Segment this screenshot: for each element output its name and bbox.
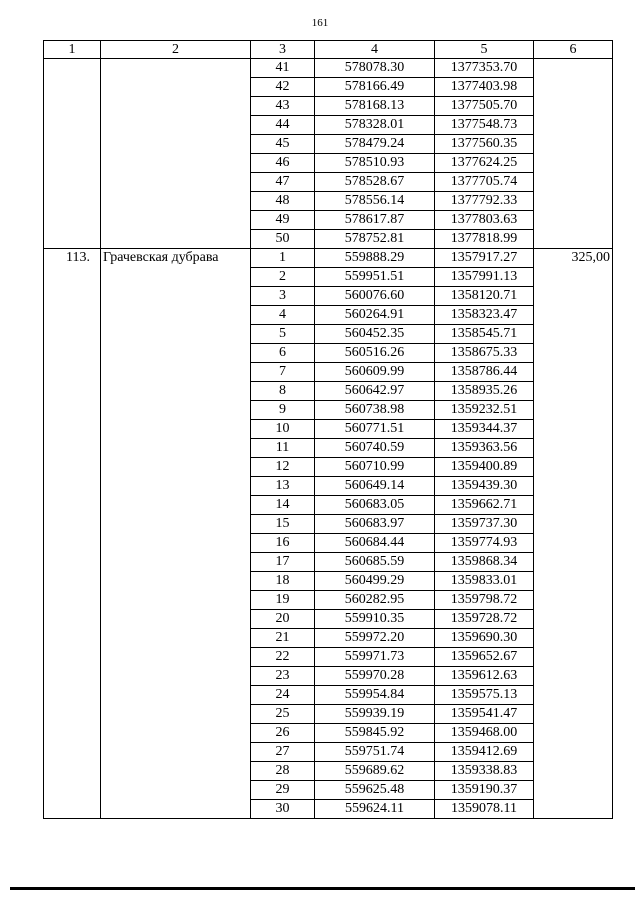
y-coordinate-cell: 1359612.63 — [435, 667, 534, 686]
y-coordinate-cell: 1359400.89 — [435, 458, 534, 477]
point-number-cell: 11 — [251, 439, 315, 458]
x-coordinate-cell: 559972.20 — [315, 629, 435, 648]
y-coordinate-cell: 1359833.01 — [435, 572, 534, 591]
point-number-cell: 20 — [251, 610, 315, 629]
y-coordinate-cell: 1377705.74 — [435, 173, 534, 192]
point-number-cell: 7 — [251, 363, 315, 382]
y-coordinate-cell: 1377505.70 — [435, 97, 534, 116]
x-coordinate-cell: 560609.99 — [315, 363, 435, 382]
x-coordinate-cell: 560642.97 — [315, 382, 435, 401]
x-coordinate-cell: 578166.49 — [315, 78, 435, 97]
point-number-cell: 42 — [251, 78, 315, 97]
point-number-cell: 27 — [251, 743, 315, 762]
page-number: 161 — [311, 17, 329, 29]
y-coordinate-cell: 1359575.13 — [435, 686, 534, 705]
point-number-cell: 47 — [251, 173, 315, 192]
point-number-cell: 9 — [251, 401, 315, 420]
coordinates-table — [43, 40, 613, 819]
x-coordinate-cell: 559939.19 — [315, 705, 435, 724]
point-number-cell: 49 — [251, 211, 315, 230]
entry-number-cell: 113. — [44, 249, 101, 819]
y-coordinate-cell: 1377818.99 — [435, 230, 534, 249]
point-number-cell: 23 — [251, 667, 315, 686]
x-coordinate-cell: 560771.51 — [315, 420, 435, 439]
entry-name-cell — [101, 59, 251, 249]
point-number-cell: 25 — [251, 705, 315, 724]
x-coordinate-cell: 560685.59 — [315, 553, 435, 572]
y-coordinate-cell: 1359774.93 — [435, 534, 534, 553]
point-number-cell: 44 — [251, 116, 315, 135]
y-coordinate-cell: 1359190.37 — [435, 781, 534, 800]
x-coordinate-cell: 560076.60 — [315, 287, 435, 306]
x-coordinate-cell: 559888.29 — [315, 249, 435, 268]
x-coordinate-cell: 560740.59 — [315, 439, 435, 458]
point-number-cell: 8 — [251, 382, 315, 401]
x-coordinate-cell: 559910.35 — [315, 610, 435, 629]
x-coordinate-cell: 560738.98 — [315, 401, 435, 420]
y-coordinate-cell: 1359468.00 — [435, 724, 534, 743]
table-row — [44, 59, 613, 78]
x-coordinate-cell: 578078.30 — [315, 59, 435, 78]
y-coordinate-cell: 1359078.11 — [435, 800, 534, 819]
header-cell-2: 2 — [101, 41, 251, 59]
point-number-cell: 10 — [251, 420, 315, 439]
y-coordinate-cell: 1359232.51 — [435, 401, 534, 420]
x-coordinate-cell: 560264.91 — [315, 306, 435, 325]
x-coordinate-cell: 560499.29 — [315, 572, 435, 591]
point-number-cell: 15 — [251, 515, 315, 534]
y-coordinate-cell: 1358120.71 — [435, 287, 534, 306]
y-coordinate-cell: 1359439.30 — [435, 477, 534, 496]
coordinates-table-body — [44, 41, 613, 819]
header-cell-3: 3 — [251, 41, 315, 59]
point-number-cell: 43 — [251, 97, 315, 116]
x-coordinate-cell: 559971.73 — [315, 648, 435, 667]
y-coordinate-cell: 1377353.70 — [435, 59, 534, 78]
x-coordinate-cell: 560649.14 — [315, 477, 435, 496]
x-coordinate-cell: 559954.84 — [315, 686, 435, 705]
y-coordinate-cell: 1377792.33 — [435, 192, 534, 211]
point-number-cell: 41 — [251, 59, 315, 78]
point-number-cell: 48 — [251, 192, 315, 211]
x-coordinate-cell: 559951.51 — [315, 268, 435, 287]
x-coordinate-cell: 559624.11 — [315, 800, 435, 819]
point-number-cell: 13 — [251, 477, 315, 496]
x-coordinate-cell: 578617.87 — [315, 211, 435, 230]
point-number-cell: 18 — [251, 572, 315, 591]
y-coordinate-cell: 1359690.30 — [435, 629, 534, 648]
x-coordinate-cell: 578479.24 — [315, 135, 435, 154]
y-coordinate-cell: 1359868.34 — [435, 553, 534, 572]
y-coordinate-cell: 1377560.35 — [435, 135, 534, 154]
x-coordinate-cell: 560452.35 — [315, 325, 435, 344]
point-number-cell: 50 — [251, 230, 315, 249]
header-cell-5: 5 — [435, 41, 534, 59]
point-number-cell: 46 — [251, 154, 315, 173]
y-coordinate-cell: 1358935.26 — [435, 382, 534, 401]
y-coordinate-cell: 1377803.63 — [435, 211, 534, 230]
point-number-cell: 12 — [251, 458, 315, 477]
x-coordinate-cell: 560516.26 — [315, 344, 435, 363]
y-coordinate-cell: 1358545.71 — [435, 325, 534, 344]
x-coordinate-cell: 578556.14 — [315, 192, 435, 211]
header-row — [44, 41, 613, 59]
y-coordinate-cell: 1377624.25 — [435, 154, 534, 173]
x-coordinate-cell: 559625.48 — [315, 781, 435, 800]
x-coordinate-cell: 578510.93 — [315, 154, 435, 173]
point-number-cell: 14 — [251, 496, 315, 515]
point-number-cell: 24 — [251, 686, 315, 705]
point-number-cell: 22 — [251, 648, 315, 667]
point-number-cell: 21 — [251, 629, 315, 648]
y-coordinate-cell: 1359344.37 — [435, 420, 534, 439]
point-number-cell: 29 — [251, 781, 315, 800]
y-coordinate-cell: 1359338.83 — [435, 762, 534, 781]
x-coordinate-cell: 578528.67 — [315, 173, 435, 192]
entry-name-cell: Грачевская дубрава — [101, 249, 251, 819]
y-coordinate-cell: 1358786.44 — [435, 363, 534, 382]
point-number-cell: 19 — [251, 591, 315, 610]
y-coordinate-cell: 1359363.56 — [435, 439, 534, 458]
y-coordinate-cell: 1357917.27 — [435, 249, 534, 268]
area-cell: 325,00 — [534, 249, 613, 819]
y-coordinate-cell: 1359737.30 — [435, 515, 534, 534]
y-coordinate-cell: 1359652.67 — [435, 648, 534, 667]
x-coordinate-cell: 578752.81 — [315, 230, 435, 249]
y-coordinate-cell: 1358323.47 — [435, 306, 534, 325]
entry-number-cell — [44, 59, 101, 249]
header-cell-1: 1 — [44, 41, 101, 59]
x-coordinate-cell: 560282.95 — [315, 591, 435, 610]
y-coordinate-cell: 1358675.33 — [435, 344, 534, 363]
point-number-cell: 26 — [251, 724, 315, 743]
y-coordinate-cell: 1377403.98 — [435, 78, 534, 97]
point-number-cell: 1 — [251, 249, 315, 268]
x-coordinate-cell: 560710.99 — [315, 458, 435, 477]
point-number-cell: 6 — [251, 344, 315, 363]
x-coordinate-cell: 559751.74 — [315, 743, 435, 762]
x-coordinate-cell: 559970.28 — [315, 667, 435, 686]
y-coordinate-cell: 1359662.71 — [435, 496, 534, 515]
y-coordinate-cell: 1359798.72 — [435, 591, 534, 610]
y-coordinate-cell: 1377548.73 — [435, 116, 534, 135]
header-cell-6: 6 — [534, 41, 613, 59]
bottom-rule — [10, 887, 635, 890]
point-number-cell: 17 — [251, 553, 315, 572]
table-row — [44, 249, 613, 268]
y-coordinate-cell: 1359728.72 — [435, 610, 534, 629]
point-number-cell: 3 — [251, 287, 315, 306]
point-number-cell: 4 — [251, 306, 315, 325]
y-coordinate-cell: 1359541.47 — [435, 705, 534, 724]
point-number-cell: 2 — [251, 268, 315, 287]
x-coordinate-cell: 559689.62 — [315, 762, 435, 781]
x-coordinate-cell: 560683.05 — [315, 496, 435, 515]
point-number-cell: 30 — [251, 800, 315, 819]
x-coordinate-cell: 560683.97 — [315, 515, 435, 534]
point-number-cell: 45 — [251, 135, 315, 154]
x-coordinate-cell: 578328.01 — [315, 116, 435, 135]
point-number-cell: 16 — [251, 534, 315, 553]
x-coordinate-cell: 559845.92 — [315, 724, 435, 743]
header-cell-4: 4 — [315, 41, 435, 59]
y-coordinate-cell: 1359412.69 — [435, 743, 534, 762]
point-number-cell: 5 — [251, 325, 315, 344]
point-number-cell: 28 — [251, 762, 315, 781]
x-coordinate-cell: 578168.13 — [315, 97, 435, 116]
y-coordinate-cell: 1357991.13 — [435, 268, 534, 287]
x-coordinate-cell: 560684.44 — [315, 534, 435, 553]
area-cell — [534, 59, 613, 249]
